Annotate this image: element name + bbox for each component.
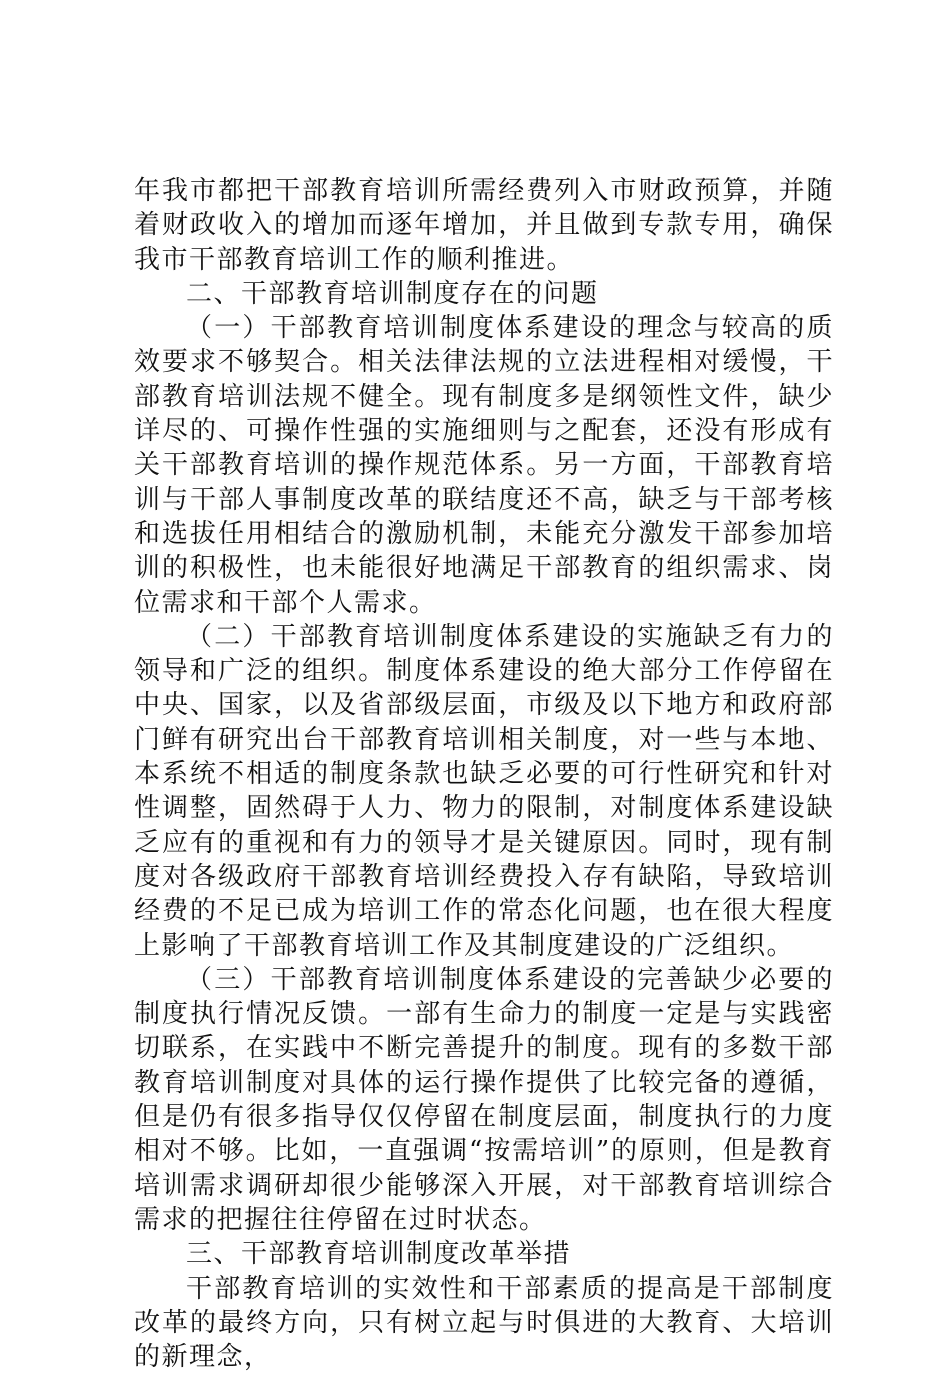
section-heading-two: 二、干部教育培训制度存在的问题 xyxy=(134,277,834,311)
paragraph-reform-intro: 干部教育培训的实效性和干部素质的提高是干部制度改革的最终方向，只有树立起与时俱进的大教育、大培训的新理念， xyxy=(134,1272,834,1374)
section-heading-three: 三、干部教育培训制度改革举措 xyxy=(134,1237,834,1271)
paragraph-problem-three: （三）干部教育培训制度体系建设的完善缺少必要的制度执行情况反馈。一部有生命力的制度一定是与实践密切联系，在实践中不断完善提升的制度。现有的多数干部教育培训制度对具体的运行操作提供了比较完备的遵循，但是仍有很多指导仅仅停留在制度层面，制度执行的力度相对不够。比如，一直强调“按需培训”的原则，但是教育培训需求调研却很少能够深入开展，对干部教育培训综合需求的把握往往停留在过时状态。 xyxy=(134,963,834,1237)
document-page xyxy=(134,174,834,1374)
paragraph-continuation: 年我市都把干部教育培训所需经费列入市财政预算，并随着财政收入的增加而逐年增加，并且做到专款专用，确保我市干部教育培训工作的顺利推进。 xyxy=(134,174,834,277)
paragraph-problem-one: （一）干部教育培训制度体系建设的理念与较高的质效要求不够契合。相关法律法规的立法进程相对缓慢，干部教育培训法规不健全。现有制度多是纲领性文件，缺少详尽的、可操作性强的实施细则与之配套，还没有形成有关干部教育培训的操作规范体系。另一方面，干部教育培训与干部人事制度改革的联结度还不高，缺乏与干部考核和选拔任用相结合的激励机制，未能充分激发干部参加培训的积极性，也未能很好地满足干部教育的组织需求、岗位需求和干部个人需求。 xyxy=(134,311,834,620)
paragraph-problem-two: （二）干部教育培训制度体系建设的实施缺乏有力的领导和广泛的组织。制度体系建设的绝大部分工作停留在中央、国家，以及省部级层面，市级及以下地方和政府部门鲜有研究出台干部教育培训相关制度，对一些与本地、本系统不相适的制度条款也缺乏必要的可行性研究和针对性调整，固然碍于人力、物力的限制，对制度体系建设缺乏应有的重视和有力的领导才是关键原因。同时，现有制度对各级政府干部教育培训经费投入存有缺陷，导致培训经费的不足已成为培训工作的常态化问题，也在很大程度上影响了干部教育培训工作及其制度建设的广泛组织。 xyxy=(134,620,834,963)
